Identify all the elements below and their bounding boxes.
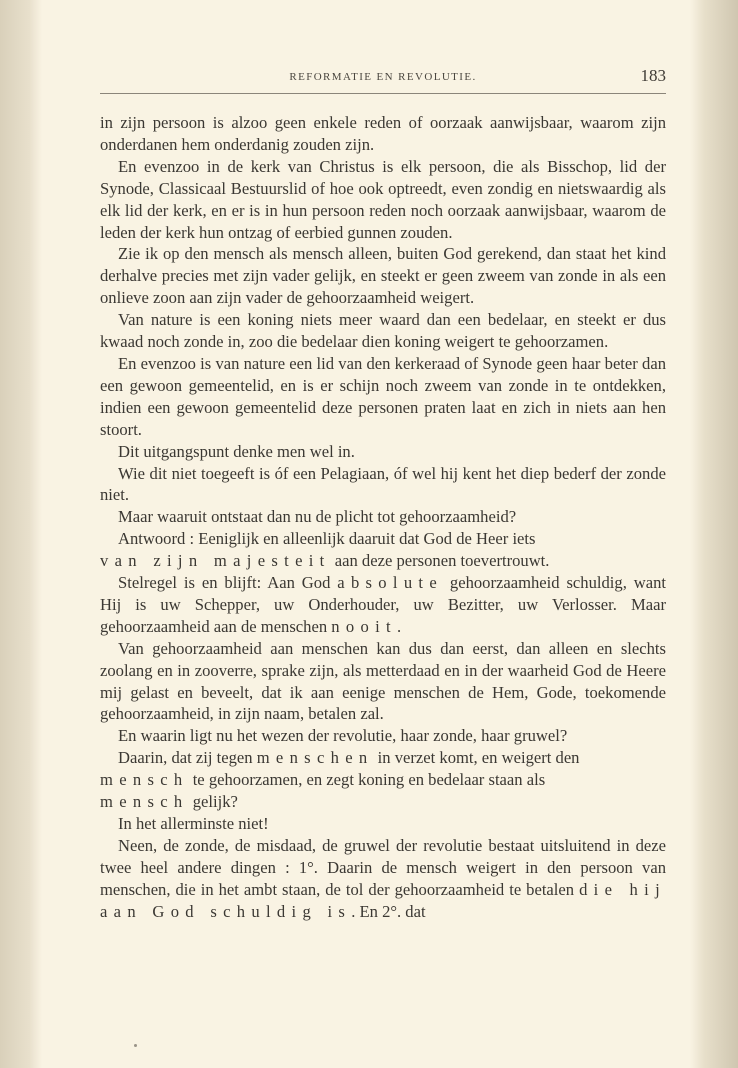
scan-margin-left — [0, 0, 42, 1068]
paragraph-9-text-a: Antwoord : Eeniglijk en alleenlijk daaruit dat God de Heer iets — [118, 529, 536, 549]
paragraph-15-emphasis: die hij aan God schuldig is — [100, 879, 666, 921]
paragraph-6: Dit uitgangspunt denke men wel in. — [118, 441, 355, 461]
body-text — [100, 112, 666, 923]
paragraph-13-emphasis-2: mensch — [100, 770, 189, 790]
paragraph-10 — [100, 572, 666, 638]
paragraph-13 — [100, 747, 666, 813]
paragraph-13-emphasis-3: mensch — [100, 792, 189, 812]
paragraph-9 — [100, 528, 666, 572]
paragraph-15 — [100, 835, 666, 923]
paragraph-5: En evenzoo is van nature een lid van den kerkeraad of Synode geen haar beter dan een gewoon gemeentelid, en is er schijn noch zweem van zonde in te ontdekken, indien een gewoon gemeentelid deze personen praten laat en zich in niets aan hen stoort. — [100, 353, 666, 439]
paragraph-13-text-e: te gehoorzamen, en zegt koning en bedelaar staan als — [188, 770, 546, 790]
paragraph-13-emphasis-1: menschen — [256, 748, 374, 768]
paragraph-4: Van nature is een koning niets meer waard dan een bedelaar, en steekt er dus kwaad noch zonde in, zoo die bedelaar dien koning weigert te gehoorzamen. — [100, 310, 666, 352]
paragraph-1: in zijn persoon is alzoo geen enkele reden of oorzaak aanwijsbaar, waarom zijn onderdanen hem onderdanig zouden zijn. — [100, 113, 666, 154]
running-title: REFORMATIE EN REVOLUTIE. — [289, 71, 477, 83]
paragraph-10-emphasis-1: absolute — [337, 573, 444, 593]
paragraph-10-emphasis-2: nooit — [331, 616, 397, 636]
paragraph-3: Zie ik op den mensch als mensch alleen, buiten God gerekend, dan staat het kind derhalve precies met zijn vader gelijk, en steekt er geen zweem van zonde in als een onlieve zoon aan zijn vader de gehoorzaamheid weigert. — [100, 244, 666, 308]
paragraph-2: En evenzoo in de kerk van Christus is elk persoon, die als Bisschop, lid der Synode, Classicaal Bestuurslid of hoe ook optreedt, even zondig en nietswaardig als elk lid der kerk, en er is in hun persoon reden noch oorzaak aanwijsbaar, waarom de leden der kerk hun ontzag of eerbied gunnen zouden. — [100, 156, 666, 242]
paragraph-13-text-a: Daarin, dat zij tegen — [118, 748, 257, 768]
paragraph-11: Van gehoorzaamheid aan menschen kan dus dan eerst, dan alleen en slechts zoolang en in zooverre, sprake zijn, als metterdaad en in der waarheid God de Heere mij gelast en beveelt, dat ik aan eenige menschen de Hem, Gode, toekomende gehoorzaamheid, in zijn naam, betalen zal. — [100, 638, 666, 724]
scan-speck — [134, 1044, 137, 1047]
scan-margin-right — [690, 0, 738, 1068]
paragraph-13-text-c: in verzet komt, en weigert den — [373, 748, 580, 768]
paragraph-10-text-a: Stelregel is en blijft: Aan God — [118, 573, 338, 593]
paragraph-9-text-c: aan deze personen toevertrouwt. — [330, 551, 550, 571]
paragraph-8: Maar waaruit ontstaat dan nu de plicht tot gehoorzaamheid? — [118, 507, 517, 527]
paragraph-10-text-e: . — [396, 616, 402, 636]
page-number: 183 — [640, 66, 666, 85]
paragraph-15-text-a: Neen, de zonde, de misdaad, de gruwel der revolutie bestaat uitsluitend in deze twee heel andere dingen : 1°. Daarin de mensch weigert in den persoon van menschen, die in het ambt staan, de tol der gehoorzaamheid te betalen — [100, 835, 666, 899]
paragraph-13-text-g: gelijk? — [188, 792, 238, 812]
paragraph-12: En waarin ligt nu het wezen der revolutie, haar zonde, haar gruwel? — [118, 726, 568, 746]
paragraph-10-text-c: gehoorzaamheid schuldig, want Hij is uw Schepper, uw Onderhouder, uw Bezitter, uw Verlosser. Maar gehoorzaamheid aan de menschen — [100, 573, 667, 636]
paragraph-7: Wie dit niet toegeeft is óf een Pelagiaan, óf wel hij kent het diep bederf der zonde niet. — [100, 463, 666, 505]
header-rule — [100, 93, 666, 94]
page-header — [100, 68, 666, 94]
paragraph-14: In het allerminste niet! — [118, 814, 269, 833]
paragraph-15-text-c: . En 2°. dat — [351, 901, 426, 921]
paragraph-9-emphasis: van zijn majesteit — [100, 551, 331, 571]
